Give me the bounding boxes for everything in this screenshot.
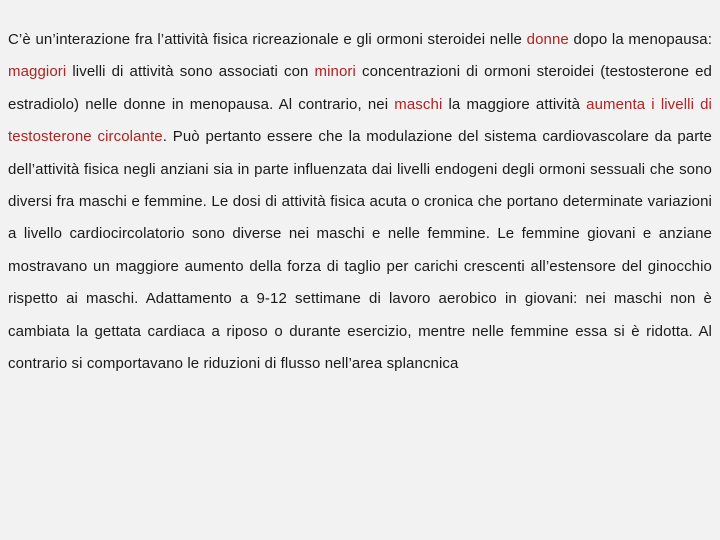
text-segment: dopo la menopausa:: [568, 31, 712, 48]
text-segment: concentrazioni di ormoni steroidei (testosterone ed estradiolo) nelle donne in menopausa. Al contrario, nei: [8, 63, 712, 113]
highlight-donne: donne: [526, 31, 569, 48]
text-segment: . Può pertanto essere che la modulazione del sistema cardiovascolare da parte dell’attività fisica negli anziani sia in parte influenzata dai livelli endogeni degli ormoni sessuali che sono diversi fra maschi e femmine. Le dosi di attività fisica acuta o cronica che portano determinate variazioni a livello cardiocircolatorio sono diverse nei maschi e nelle femmine. Le femmine giovani e anziane mostravano un maggiore aumento della forza di taglio per carichi crescenti all’estensore del ginocchio rispetto ai maschi. Adattamento a 9-12 settimane di lavoro aerobico in giovani: nei maschi non è cambiata la gettata cardiaca a riposo o durante esercizio, mentre nelle femmine essa si è ridotta. Al contrario si comportavano le riduzioni di flusso nell’area splancnica: [8, 128, 713, 373]
highlight-maschi: maschi: [394, 95, 443, 113]
highlight-maggiori: maggiori: [8, 63, 67, 81]
text-segment: la maggiore attività: [442, 95, 587, 113]
text-segment: livelli di attività sono associati con: [66, 63, 315, 81]
body-paragraph: [8, 24, 712, 380]
text-segment: C’è un’interazione fra l’attività fisica ricreazionale e gli ormoni steroidei nelle: [8, 31, 527, 48]
highlight-minori: minori: [314, 63, 356, 81]
highlight-testosterone: aumenta i livelli di testosterone circolante: [8, 95, 712, 146]
